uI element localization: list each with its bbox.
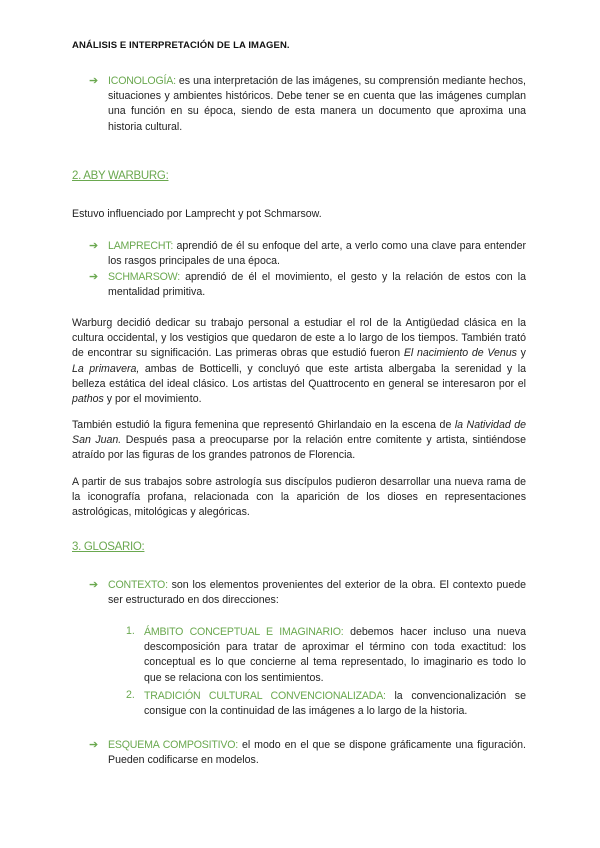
contexto-text: son los elementos provenientes del exterior de la obra. El contexto puede ser estructurado en dos direcciones: <box>108 579 526 607</box>
p1-text-d: y por el movimiento. <box>103 393 202 406</box>
p1-text-b: y <box>516 347 526 360</box>
warburg-paragraph-3: A partir de sus trabajos sobre astrología sus discípulos pudieron desarrollar una nueva rama de la iconografía profana, relacionada con la aparición de los dioses en representaciones astrológicas, mitológicas y alegóricas. <box>72 476 526 519</box>
p1-italic-primavera: La primavera, <box>72 362 140 375</box>
p2-text-a: También estudió la figura femenina que representó Ghirlandaio en la escena de <box>72 419 455 431</box>
iconologia-term: ICONOLOGÍA: <box>108 75 176 87</box>
tradicion-text: la convencionalización se consigue con la continuidad de las imágenes a lo largo de la historia. <box>144 690 526 718</box>
ambito-term: ÁMBITO CONCEPTUAL E IMAGINARIO: <box>144 626 344 638</box>
p2-text-b: Después pasa a preocuparse por la relación entre comitente y artista, sintiéndose atraído por las figuras de los grandes patronos de Florencia. <box>72 434 526 462</box>
p1-italic-venus: El nacimiento de Venus <box>403 347 517 360</box>
list-number-2: 2. <box>126 689 135 701</box>
lamprecht-paragraph <box>108 239 526 269</box>
esquema-term: ESQUEMA COMPOSITIVO: <box>108 739 239 751</box>
ambito-paragraph <box>144 625 526 686</box>
contexto-term: CONTEXTO: <box>108 579 168 591</box>
p1-italic-pathos: pathos <box>72 393 104 406</box>
section-title-aby-warburg: 2. ABY WARBURG: <box>72 170 169 182</box>
lamprecht-term: LAMPRECHT: <box>108 240 174 252</box>
lamprecht-text: aprendió de él su enfoque del arte, a verlo como una clave para entender los rasgos principales de una época. <box>108 240 526 268</box>
warburg-paragraph-2 <box>72 418 526 464</box>
tradicion-term: TRADICIÓN CULTURAL CONVENCIONALIZADA: <box>144 690 386 702</box>
warburg-paragraph-1 <box>72 316 526 407</box>
arrow-bullet-icon: ➔ <box>89 579 99 591</box>
page-header: ANÁLISIS E INTERPRETACIÓN DE LA IMAGEN. <box>72 40 290 51</box>
iconologia-paragraph <box>108 74 526 135</box>
warburg-intro: Estuvo influenciado por Lamprecht y pot Schmarsow. <box>72 208 322 220</box>
contexto-paragraph <box>108 578 526 608</box>
schmarsow-paragraph <box>108 270 526 300</box>
p1-text-a: Warburg decidió dedicar su trabajo personal a estudiar el rol de la Antigüedad clásica en la cultura occidental, y los vestigios que quedaron de este a lo largo de los tiempos. También trató de encontrar su significación. Las primeras obras que estudió fueron <box>72 317 526 360</box>
ambito-text: debemos hacer incluso una nueva descomposición para tratar de aproximar el término con toda exactitud: los conceptual es lo que concierne al tema representado, lo imaginario es todo lo que se relaciona con los sentimientos. <box>144 626 526 684</box>
arrow-bullet-icon: ➔ <box>89 75 99 87</box>
esquema-text: el modo en el que se dispone gráficamente una figuración. Pueden codificarse en modelos. <box>108 739 526 767</box>
schmarsow-text: aprendió de él el movimiento, el gesto y la relación de estos con la mentalidad primitiva. <box>108 271 526 299</box>
section-title-glosario: 3. GLOSARIO: <box>72 541 145 553</box>
p2-italic-natividad: la Natividad de San Juan. <box>72 419 526 447</box>
arrow-bullet-icon: ➔ <box>89 240 99 252</box>
schmarsow-term: SCHMARSOW: <box>108 271 180 283</box>
iconologia-text: es una interpretación de las imágenes, su comprensión mediante hechos, situaciones y ambientes históricos. Debe tener se en cuenta que las imágenes cumplan una función en su época, siendo de esta manera un documento que aproxima una historia cultural. <box>108 75 526 133</box>
arrow-bullet-icon: ➔ <box>89 271 99 283</box>
tradicion-paragraph <box>144 689 526 719</box>
esquema-paragraph <box>108 738 526 768</box>
list-number-1: 1. <box>126 625 135 637</box>
arrow-bullet-icon: ➔ <box>89 739 99 751</box>
p1-text-c: ambas de Botticelli, y concluyó que este artista albergaba la serenidad y la belleza estática del ideal clásico. Los artistas del Quattrocento en general se interesaron por el <box>72 362 526 390</box>
